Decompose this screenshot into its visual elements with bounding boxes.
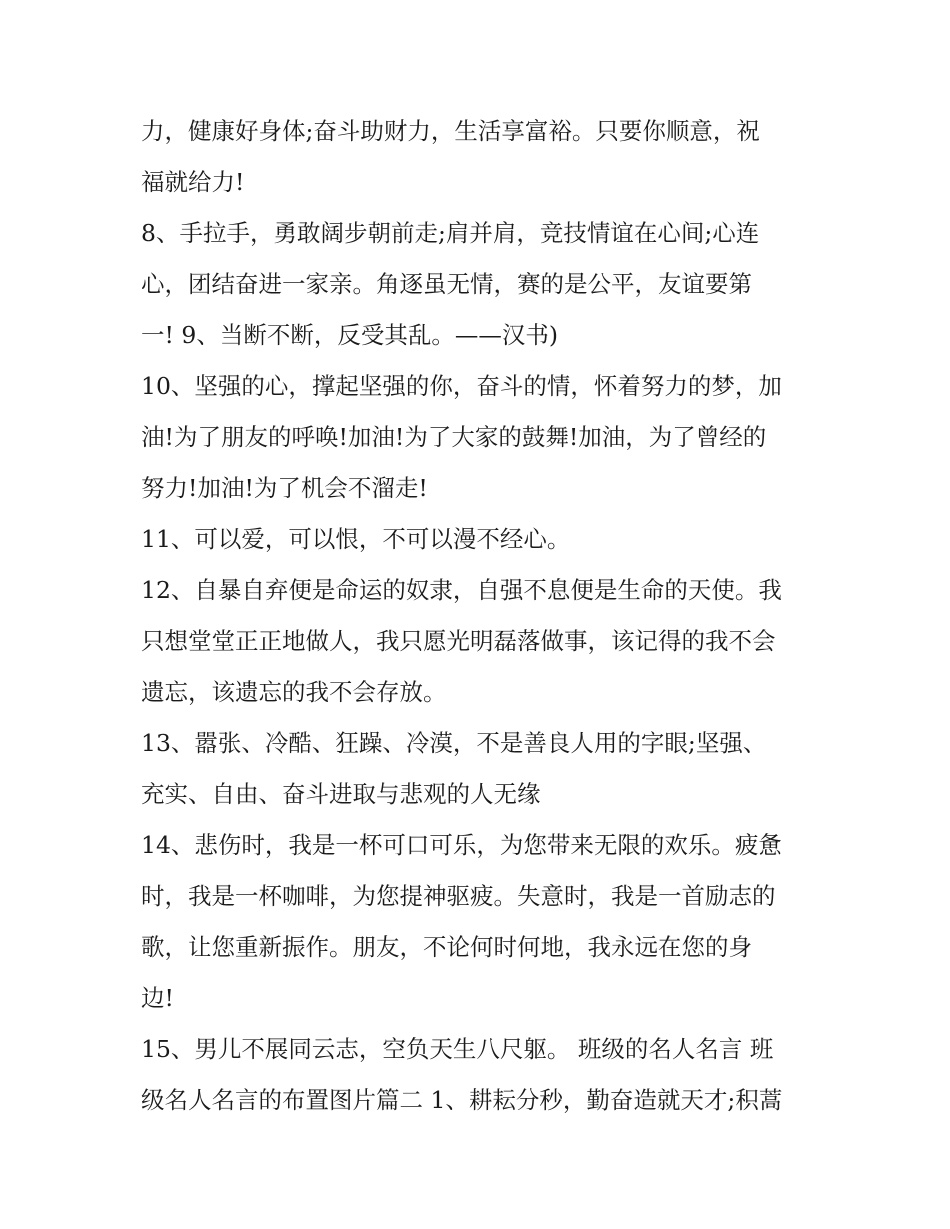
text-line: 边! (141, 984, 174, 1012)
text-line: 福就给力! (141, 168, 245, 196)
text-line: 遗忘，该遗忘的我不会存放。 (141, 678, 447, 706)
text-line: 歌，让您重新振作。朋友，不论何时何地，我永远在您的身 (141, 933, 752, 961)
text-line: 努力!加油!为了机会不溜走! (141, 474, 428, 502)
text-line: 时，我是一杯咖啡，为您提神驱疲。失意时，我是一首励志的 (141, 882, 776, 910)
text-line: 10、坚强的心，撑起坚强的你，奋斗的情，怀着努力的梦，加 (141, 372, 782, 400)
text-line: 级名人名言的布置图片篇二 1、耕耘分秒，勤奋造就天才;积蒿 (141, 1086, 783, 1114)
text-line: 11、可以爱，可以恨，不可以漫不经心。 (141, 525, 571, 553)
text-line: 14、悲伤时，我是一杯可口可乐，为您带来无限的欢乐。疲惫 (141, 831, 782, 859)
text-line: 8、手拉手，勇敢阔步朝前走;肩并肩，竞技情谊在心间;心连 (141, 219, 760, 247)
text-line: 心，团结奋进一家亲。角逐虽无情，赛的是公平，友谊要第 (141, 270, 752, 298)
text-line: 12、自暴自弃便是命运的奴隶，自强不息便是生命的天使。我 (141, 576, 782, 604)
text-line: 充实、自由、奋斗进取与悲观的人无缘 (141, 780, 541, 808)
text-line: 力，健康好身体;奋斗助财力，生活享富裕。只要你顺意，祝 (141, 117, 760, 145)
text-line: 只想堂堂正正地做人，我只愿光明磊落做事，该记得的我不会 (141, 627, 776, 655)
text-line: 油!为了朋友的呼唤!加油!为了大家的鼓舞!加油，为了曾经的 (141, 423, 767, 451)
body-text (141, 106, 821, 1126)
text-line: 13、嚣张、冷酷、狂躁、冷漠，不是善良人用的字眼;坚强、 (141, 729, 767, 757)
text-line: 一! 9、当断不断，反受其乱。——汉书) (141, 321, 559, 349)
text-line: 15、男儿不展同云志，空负天生八尺躯。 班级的名人名言 班 (141, 1035, 774, 1063)
